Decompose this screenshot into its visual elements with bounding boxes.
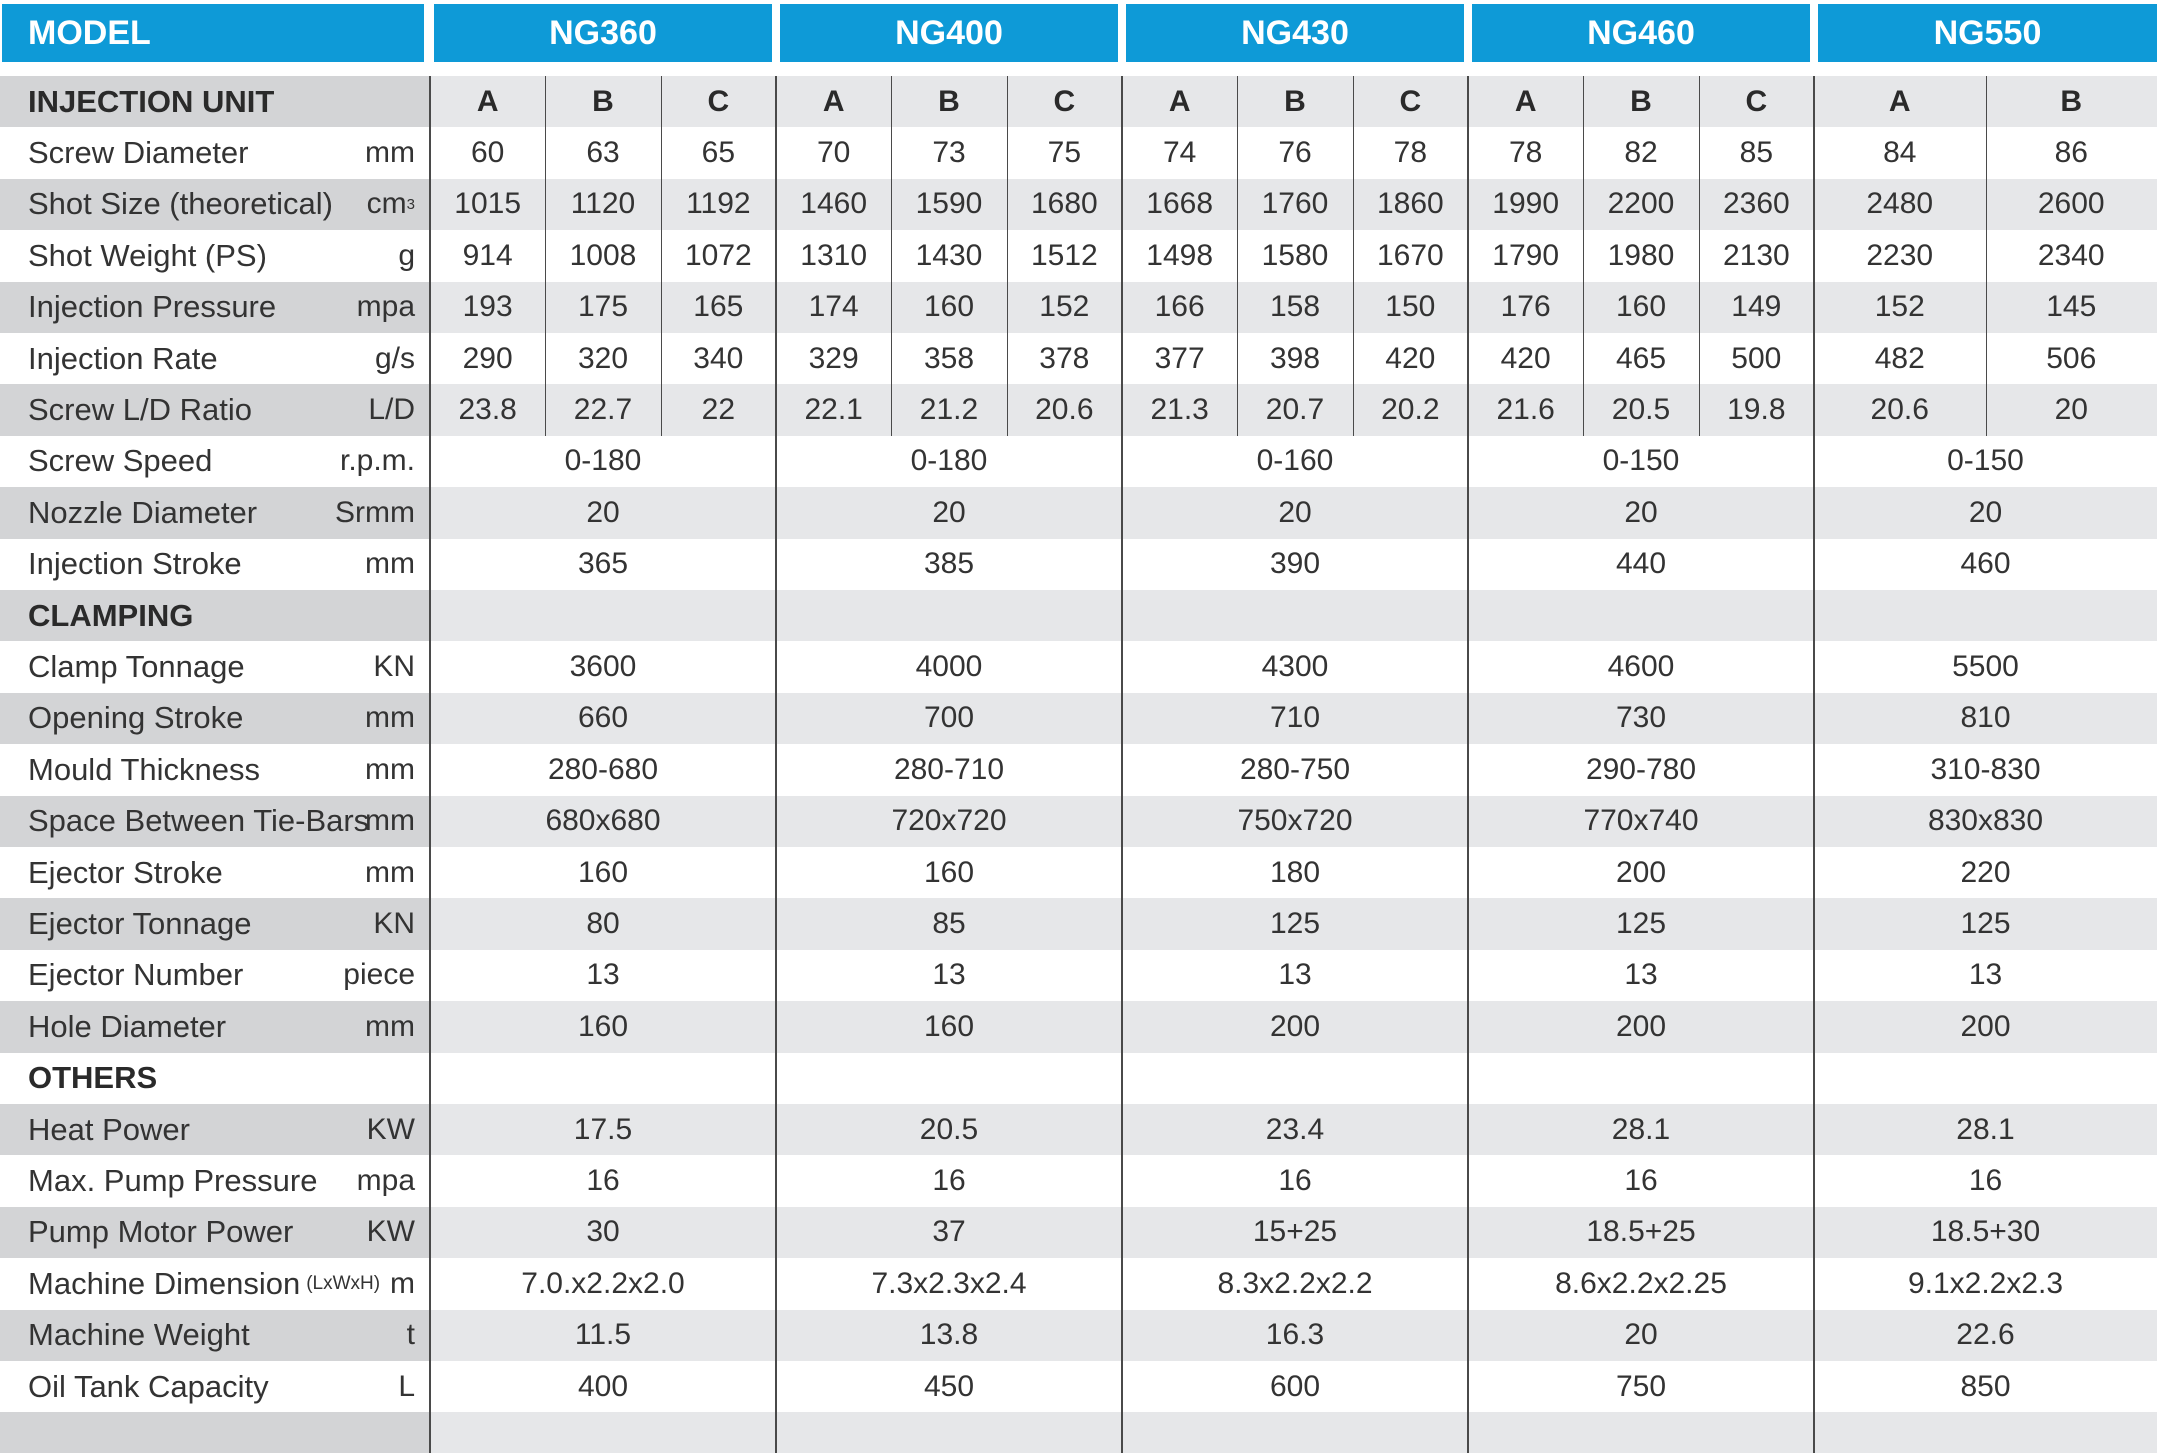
section-clamping (0, 590, 2157, 641)
value-cell: 18.5+25 (1586, 1215, 1696, 1249)
row-label: Opening Stroke (28, 700, 244, 736)
row-unit: cm 3 (366, 187, 415, 221)
value-cell: 8.3x2.2x2.2 (1217, 1266, 1373, 1300)
value-cell: 23.8 (458, 393, 517, 427)
sub-column-divider (1353, 76, 1354, 436)
value-cell: 750x720 (1237, 804, 1353, 838)
value-cell: 22 (701, 393, 736, 427)
row-unit: mm (365, 547, 415, 581)
row-unit: mm (365, 752, 415, 786)
value-cell: 1580 (1261, 238, 1329, 272)
value-cell: 82 (1624, 136, 1658, 170)
value-cell: 19.8 (1727, 393, 1786, 427)
value-cell: 914 (462, 238, 513, 272)
value-cell: 440 (1615, 547, 1667, 581)
value-cell: 20 (2054, 393, 2088, 427)
row-label: Machine Weight (28, 1317, 250, 1353)
table-row (0, 1310, 2157, 1361)
value-cell: 125 (1269, 907, 1321, 941)
value-cell: 7.3x2.3x2.4 (871, 1266, 1027, 1300)
row-label: Space Between Tie-Bars (28, 803, 370, 839)
value-cell: 166 (1154, 290, 1205, 324)
value-cell: 125 (1960, 907, 2011, 941)
table-row (0, 847, 2157, 898)
table-row (0, 179, 2157, 230)
sub-column-label: C (1053, 84, 1076, 118)
value-cell: 1192 (686, 187, 751, 221)
group-divider (429, 76, 431, 1453)
row-unit: mpa (356, 290, 415, 324)
value-cell: 340 (693, 341, 744, 375)
value-cell: 358 (923, 341, 975, 375)
value-cell: 13.8 (919, 1318, 979, 1352)
value-cell: 86 (2054, 136, 2088, 170)
table-row (0, 436, 2157, 487)
value-cell: 18.5+30 (1930, 1215, 2041, 1249)
value-cell: 73 (932, 136, 966, 170)
row-label: Screw Speed (28, 443, 213, 479)
value-cell: 730 (1615, 701, 1667, 735)
value-cell: 460 (1960, 547, 2011, 581)
header-model-ng460: NG460 (1472, 4, 1810, 62)
row-unit: mpa (356, 1164, 415, 1198)
table-row (0, 641, 2157, 692)
value-cell: 850 (1960, 1369, 2011, 1403)
section-others (0, 1053, 2157, 1104)
row-label: Screw Diameter (28, 135, 249, 171)
value-cell: 160 (923, 290, 975, 324)
row-unit: KW (366, 1215, 415, 1249)
value-cell: 2230 (1866, 238, 1934, 272)
value-cell: 22.1 (804, 393, 863, 427)
header-model-ng360: NG360 (434, 4, 772, 62)
value-cell: 2480 (1866, 187, 1934, 221)
value-cell: 1072 (684, 238, 752, 272)
table-row (0, 744, 2157, 795)
value-cell: 420 (1385, 341, 1436, 375)
row-label: Injection Rate (28, 340, 218, 376)
sub-column-label: B (592, 84, 614, 118)
table-row (0, 1104, 2157, 1155)
header-model-ng550: NG550 (1818, 4, 2157, 62)
value-cell: 84 (1883, 136, 1917, 170)
table-row (0, 230, 2157, 281)
table-row (0, 950, 2157, 1001)
value-cell: 1015 (454, 187, 522, 221)
value-cell: 1790 (1492, 238, 1560, 272)
row-label: Injection Stroke (28, 546, 242, 582)
section-label: INJECTION UNIT (28, 83, 275, 119)
value-cell: 810 (1960, 701, 2011, 735)
value-cell: 1498 (1146, 238, 1214, 272)
value-cell: 465 (1615, 341, 1667, 375)
value-cell: 398 (1269, 341, 1321, 375)
value-cell: 13 (1968, 958, 2003, 992)
value-cell: 280-750 (1239, 752, 1351, 786)
section-injection-unit (0, 76, 2157, 127)
value-cell: 4600 (1607, 650, 1675, 684)
value-cell: 22.7 (573, 393, 633, 427)
value-cell: 390 (1269, 547, 1321, 581)
value-cell: 5500 (1952, 650, 2019, 684)
value-cell: 152 (1874, 290, 1925, 324)
value-cell: 1680 (1030, 187, 1098, 221)
value-cell: 1590 (915, 187, 983, 221)
row-label: Oil Tank Capacity (28, 1368, 269, 1404)
value-cell: 60 (470, 136, 505, 170)
value-cell: 1668 (1146, 187, 1214, 221)
value-cell: 500 (1731, 341, 1782, 375)
value-cell: 420 (1500, 341, 1551, 375)
sub-column-divider (661, 76, 662, 436)
row-label: Ejector Number (28, 957, 244, 993)
value-cell: 37 (932, 1215, 966, 1249)
table-row (0, 1001, 2157, 1052)
row-unit: r.p.m. (339, 444, 415, 478)
value-cell: 385 (923, 547, 975, 581)
table-row (0, 1258, 2157, 1309)
value-cell: 377 (1154, 341, 1205, 375)
value-cell: 0-180 (910, 444, 988, 478)
value-cell: 700 (923, 701, 975, 735)
sub-column-label: B (1630, 84, 1652, 118)
value-cell: 28.1 (1611, 1112, 1671, 1146)
value-cell: 158 (1269, 290, 1321, 324)
value-cell: 76 (1278, 136, 1312, 170)
table-footer-band (0, 1412, 2157, 1453)
value-cell: 9.1x2.2x2.3 (1907, 1266, 2064, 1300)
value-cell: 830x830 (1927, 804, 2044, 838)
row-label: Clamp Tonnage (28, 649, 245, 685)
value-cell: 165 (693, 290, 744, 324)
value-cell: 21.6 (1496, 393, 1555, 427)
value-cell: 65 (701, 136, 736, 170)
value-cell: 13 (1624, 958, 1658, 992)
table-row (0, 127, 2157, 178)
row-label: Nozzle Diameter (28, 494, 258, 530)
section-label: CLAMPING (28, 597, 194, 633)
row-label: Max. Pump Pressure (28, 1163, 318, 1199)
value-cell: 200 (1269, 1009, 1321, 1043)
value-cell: 1008 (569, 238, 637, 272)
value-cell: 750 (1615, 1369, 1667, 1403)
sub-column-label: A (1514, 84, 1537, 118)
row-unit: g (398, 238, 415, 272)
value-cell: 4000 (915, 650, 983, 684)
value-cell: 0-160 (1256, 444, 1334, 478)
value-cell: 21.2 (919, 393, 979, 427)
row-unit: L (398, 1369, 415, 1403)
value-cell: 2130 (1722, 238, 1790, 272)
value-cell: 365 (577, 547, 629, 581)
value-cell: 80 (586, 907, 620, 941)
value-cell: 17.5 (573, 1112, 633, 1146)
value-cell: 600 (1269, 1369, 1321, 1403)
value-cell: 193 (462, 290, 513, 324)
table-row (0, 539, 2157, 590)
value-cell: 20 (586, 495, 620, 529)
value-cell: 70 (816, 136, 851, 170)
value-cell: 0-150 (1602, 444, 1680, 478)
section-label: OTHERS (28, 1060, 158, 1096)
sub-column-label: C (1399, 84, 1422, 118)
value-cell: 150 (1385, 290, 1436, 324)
value-cell: 15+25 (1252, 1215, 1338, 1249)
group-divider (1467, 76, 1469, 1453)
value-cell: 160 (577, 1009, 629, 1043)
value-cell: 482 (1874, 341, 1925, 375)
row-unit: piece (343, 958, 415, 992)
row-label: Hole Diameter (28, 1008, 227, 1044)
value-cell: 28.1 (1956, 1112, 2015, 1146)
row-label: Ejector Tonnage (28, 906, 252, 942)
value-cell: 3600 (569, 650, 637, 684)
sub-column-label: A (822, 84, 845, 118)
value-cell: 174 (808, 290, 859, 324)
value-cell: 85 (1739, 136, 1774, 170)
value-cell: 320 (577, 341, 629, 375)
value-cell: 1430 (915, 238, 983, 272)
sub-column-divider (1007, 76, 1008, 436)
row-label: Ejector Stroke (28, 854, 223, 890)
value-cell: 280-680 (547, 752, 659, 786)
value-cell: 78 (1508, 136, 1543, 170)
table-row (0, 384, 2157, 435)
value-cell: 16 (1278, 1164, 1312, 1198)
value-cell: 16.3 (1265, 1318, 1325, 1352)
sub-column-label: B (1284, 84, 1306, 118)
sub-column-divider (1986, 76, 1987, 436)
value-cell: 506 (2046, 341, 2097, 375)
value-cell: 22.6 (1956, 1318, 2015, 1352)
value-cell: 4300 (1261, 650, 1329, 684)
value-cell: 400 (577, 1369, 629, 1403)
value-cell: 175 (577, 290, 629, 324)
sub-column-divider (545, 76, 546, 436)
value-cell: 20 (1278, 495, 1312, 529)
row-label: Pump Motor Power (28, 1214, 294, 1250)
header-model-label: MODEL (2, 4, 424, 62)
value-cell: 1120 (570, 187, 636, 221)
row-unit: mm (365, 1009, 415, 1043)
value-cell: 1860 (1376, 187, 1444, 221)
header-model-ng430: NG430 (1126, 4, 1464, 62)
value-cell: 20.5 (919, 1112, 979, 1146)
value-cell: 770x740 (1583, 804, 1699, 838)
value-cell: 1670 (1376, 238, 1444, 272)
group-divider (1121, 76, 1123, 1453)
row-unit: KN (373, 650, 415, 684)
value-cell: 85 (932, 907, 966, 941)
row-label: Mould Thickness (28, 751, 261, 787)
value-cell: 680x680 (545, 804, 661, 838)
value-cell: 11.5 (574, 1318, 632, 1352)
sub-column-label: B (2060, 84, 2083, 118)
table-row (0, 1207, 2157, 1258)
unit-superscript: 3 (406, 195, 415, 213)
value-cell: 280-710 (893, 752, 1005, 786)
row-unit: mm (365, 136, 415, 170)
table-row (0, 796, 2157, 847)
value-cell: 200 (1615, 855, 1667, 889)
value-cell: 378 (1039, 341, 1090, 375)
value-cell: 450 (923, 1369, 975, 1403)
sub-column-divider (1699, 76, 1700, 436)
value-cell: 1512 (1030, 238, 1098, 272)
value-cell: 13 (1278, 958, 1312, 992)
table-row (0, 1155, 2157, 1206)
sub-column-divider (1583, 76, 1584, 436)
value-cell: 2340 (2037, 238, 2105, 272)
value-cell: 20.6 (1035, 393, 1094, 427)
value-cell: 160 (923, 1009, 975, 1043)
row-unit: KW (366, 1112, 415, 1146)
value-cell: 30 (586, 1215, 620, 1249)
table-row (0, 1361, 2157, 1412)
value-cell: 16 (932, 1164, 966, 1198)
value-cell: 63 (586, 136, 620, 170)
row-unit: L/D (368, 393, 415, 427)
value-cell: 660 (577, 701, 629, 735)
value-cell: 20.5 (1611, 393, 1671, 427)
value-cell: 75 (1047, 136, 1082, 170)
sub-column-label: B (938, 84, 960, 118)
row-unit: mm (365, 855, 415, 889)
value-cell: 23.4 (1265, 1112, 1325, 1146)
value-cell: 16 (1968, 1164, 2003, 1198)
table-row (0, 487, 2157, 538)
value-cell: 20.7 (1265, 393, 1325, 427)
table-row (0, 693, 2157, 744)
value-cell: 20 (932, 495, 966, 529)
table-row (0, 282, 2157, 333)
row-label-note: (LxWxH) (306, 1272, 381, 1294)
value-cell: 200 (1615, 1009, 1667, 1043)
value-cell: 2360 (1722, 187, 1790, 221)
value-cell: 0-180 (564, 444, 642, 478)
value-cell: 2600 (2037, 187, 2105, 221)
value-cell: 20 (1624, 1318, 1658, 1352)
table-row (0, 333, 2157, 384)
row-label: Machine Dimension (LxWxH) (28, 1265, 381, 1301)
sub-column-label: C (707, 84, 730, 118)
value-cell: 1310 (800, 238, 868, 272)
value-cell: 13 (932, 958, 966, 992)
row-unit: KN (373, 907, 415, 941)
row-unit: mm (365, 804, 415, 838)
value-cell: 1460 (800, 187, 868, 221)
row-unit: mm (365, 701, 415, 735)
value-cell: 152 (1039, 290, 1090, 324)
value-cell: 20.6 (1870, 393, 1929, 427)
value-cell: 160 (923, 855, 975, 889)
row-label: Shot Size (theoretical) (28, 186, 333, 222)
row-unit: t (406, 1318, 415, 1352)
header-model-ng400: NG400 (780, 4, 1118, 62)
table-row (0, 898, 2157, 949)
row-label: Screw L/D Ratio (28, 392, 252, 428)
value-cell: 21.3 (1150, 393, 1209, 427)
row-unit: m (390, 1266, 415, 1300)
value-cell: 13 (586, 958, 620, 992)
value-cell: 220 (1960, 855, 2011, 889)
group-divider (1813, 76, 1815, 1453)
value-cell: 20.2 (1381, 393, 1440, 427)
value-cell: 720x720 (891, 804, 1007, 838)
value-cell: 145 (2046, 290, 2097, 324)
sub-column-label: A (476, 84, 499, 118)
table-header-row (0, 0, 2157, 64)
sub-column-label: C (1745, 84, 1768, 118)
value-cell: 310-830 (1930, 752, 2041, 786)
value-cell: 149 (1731, 290, 1782, 324)
sub-column-divider (891, 76, 892, 436)
value-cell: 176 (1500, 290, 1551, 324)
row-label: Injection Pressure (28, 289, 277, 325)
value-cell: 125 (1615, 907, 1667, 941)
value-cell: 160 (577, 855, 629, 889)
value-cell: 329 (808, 341, 859, 375)
value-cell: 78 (1393, 136, 1428, 170)
value-cell: 2200 (1607, 187, 1675, 221)
sub-column-label: A (1888, 84, 1911, 118)
row-unit: Srmm (335, 495, 415, 529)
value-cell: 1980 (1607, 238, 1675, 272)
row-label: Shot Weight (PS) (28, 237, 267, 273)
value-cell: 20 (1624, 495, 1658, 529)
value-cell: 7.0.x2.2x2.0 (521, 1266, 685, 1300)
value-cell: 1760 (1261, 187, 1329, 221)
row-label: Heat Power (28, 1111, 190, 1147)
value-cell: 290 (462, 341, 513, 375)
value-cell: 710 (1269, 701, 1321, 735)
value-cell: 0-150 (1947, 444, 2024, 478)
value-cell: 20 (1968, 495, 2003, 529)
value-cell: 8.6x2.2x2.25 (1555, 1266, 1727, 1300)
group-divider (775, 76, 777, 1453)
row-unit: g/s (374, 341, 415, 375)
value-cell: 1990 (1492, 187, 1560, 221)
sub-column-divider (1237, 76, 1238, 436)
value-cell: 290-780 (1585, 752, 1697, 786)
value-cell: 200 (1960, 1009, 2011, 1043)
sub-column-label: A (1168, 84, 1191, 118)
value-cell: 180 (1269, 855, 1321, 889)
value-cell: 16 (1624, 1164, 1658, 1198)
value-cell: 74 (1162, 136, 1197, 170)
value-cell: 16 (586, 1164, 620, 1198)
value-cell: 160 (1615, 290, 1667, 324)
